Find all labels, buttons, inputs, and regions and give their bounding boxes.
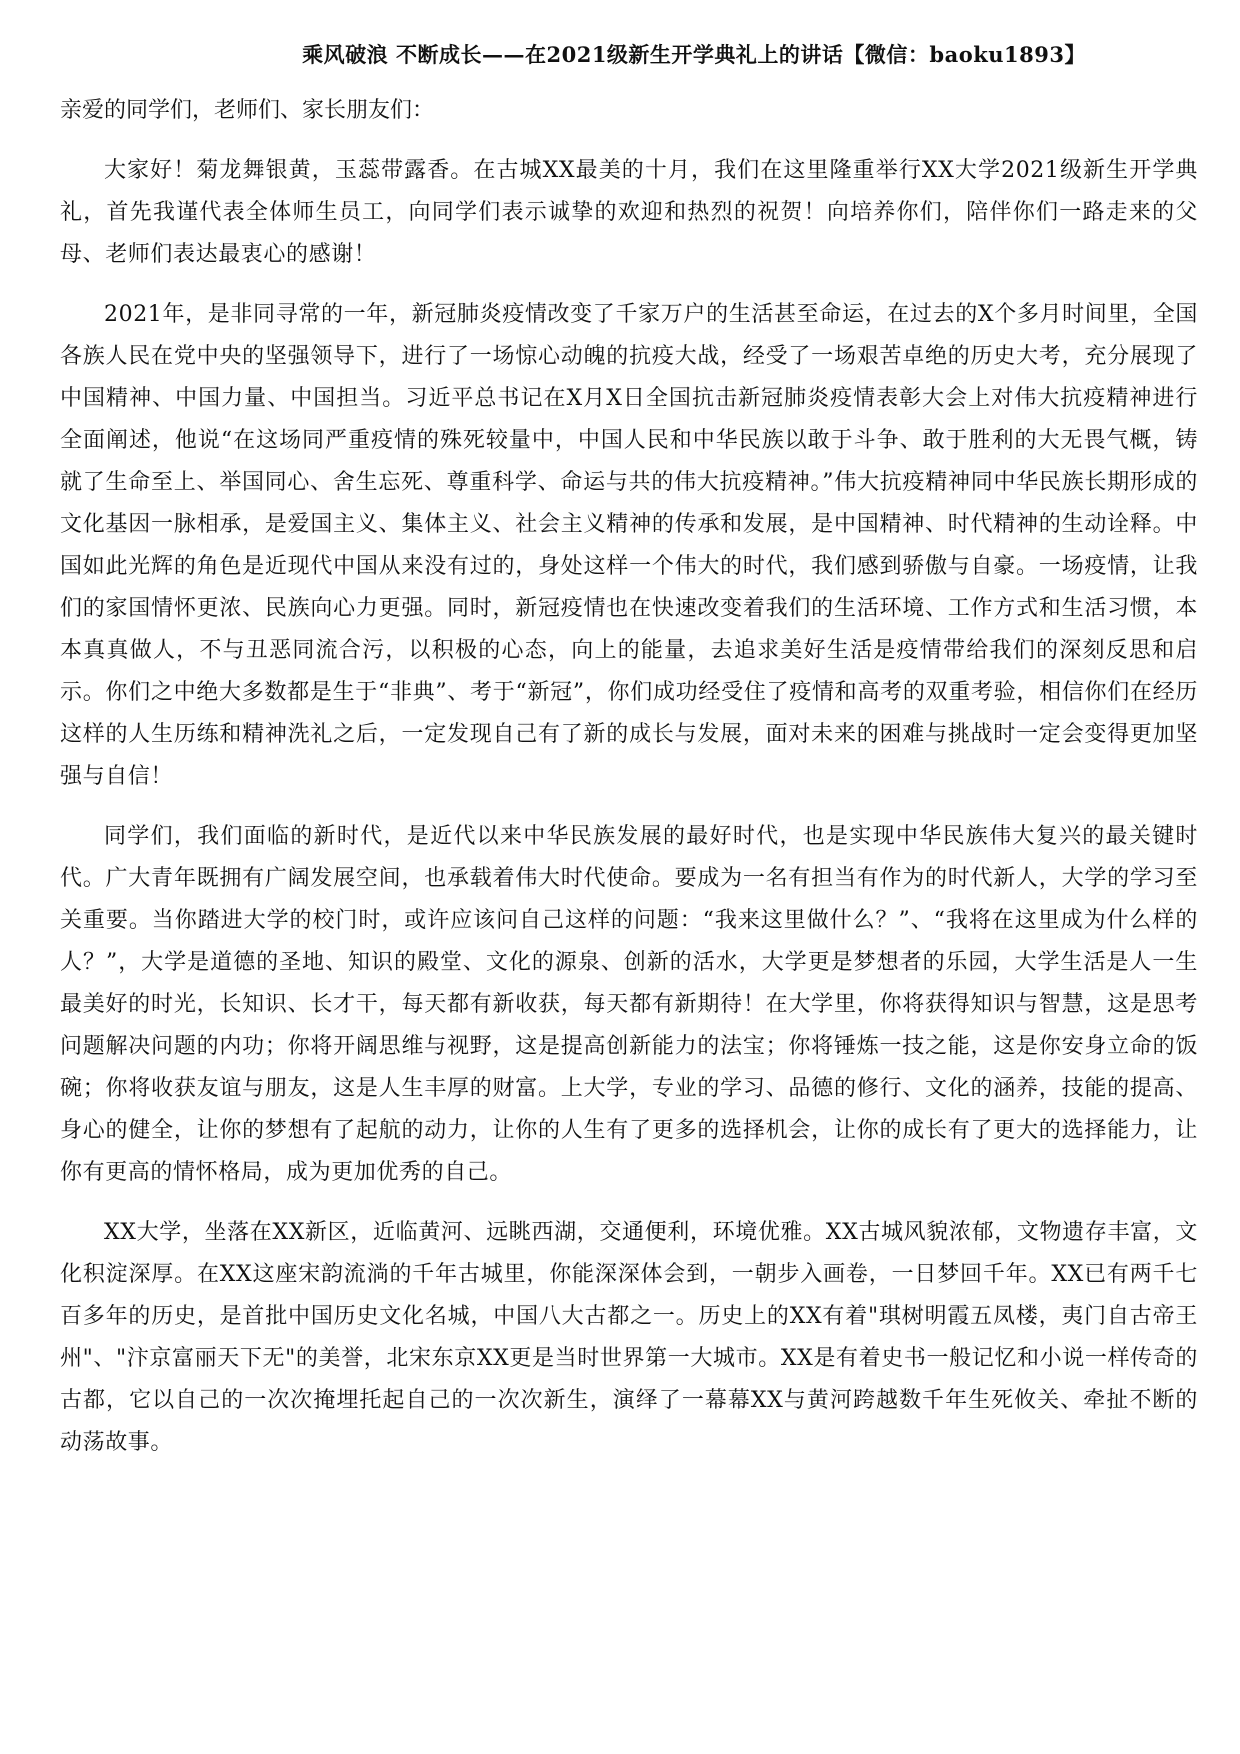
paragraph-new-era: 同学们，我们面临的新时代，是近代以来中华民族发展的最好时代，也是实现中华民族伟大复兴的最关键时代。广大青年既拥有广阔发展空间，也承载着伟大时代使命。要成为一名有担当有作为的时代新人，大学的学习至关重要。当你踏进大学的校门时，或许应该问自己这样的问题：“我来这里做什么？”、“我将在这里成为什么样的人？”，大学是道德的圣地、知识的殿堂、文化的源泉、创新的活水，大学更是梦想者的乐园，大学生活是人一生最美好的时光，长知识、长才干，每天都有新收获，每天都有新期待！在大学里，你将获得知识与智慧，这是思考问题解决问题的内功；你将开阔思维与视野，这是提高创新能力的法宝；你将锤炼一技之能，这是你安身立命的饭碗；你将收获友谊与朋友，这是人生丰厚的财富。上大学，专业的学习、品德的修行、文化的涵养，技能的提高、身心的健全，让你的梦想有了起航的动力，让你的人生有了更多的选择机会，让你的成长有了更大的选择能力，让你有更高的情怀格局，成为更加优秀的自己。 — [60, 824, 1198, 1185]
paragraph-pandemic: 2021年，是非同寻常的一年，新冠肺炎疫情改变了千家万户的生活甚至命运，在过去的X个多月时间里，全国各族人民在党中央的坚强领导下，进行了一场惊心动魄的抗疫大战，经受了一场艰苦卓绝的历史大考，充分展现了中国精神、中国力量、中国担当。习近平总书记在X月X日全国抗击新冠肺炎疫情表彰大会上对伟大抗疫精神进行全面阐述，他说“在这场同严重疫情的殊死较量中，中国人民和中华民族以敢于斗争、敢于胜利的大无畏气概，铸就了生命至上、举国同心、舍生忘死、尊重科学、命运与共的伟大抗疫精神。”伟大抗疫精神同中华民族长期形成的文化基因一脉相承，是爱国主义、集体主义、社会主义精神的传承和发展，是中国精神、时代精神的生动诠释。中国如此光辉的角色是近现代中国从来没有过的，身处这样一个伟大的时代，我们感到骄傲与自豪。一场疫情，让我们的家国情怀更浓、民族向心力更强。同时，新冠疫情也在快速改变着我们的生活环境、工作方式和生活习惯，本本真真做人，不与丑恶同流合污，以积极的心态，向上的能量，去追求美好生活是疫情带给我们的深刻反思和启示。你们之中绝大多数都是生于“非典”、考于“新冠”，你们成功经受住了疫情和高考的双重考验，相信你们在经历这样的人生历练和精神洗礼之后，一定发现自己有了新的成长与发展，面对未来的困难与挑战时一定会变得更加坚强与自信！ — [60, 302, 1198, 789]
paragraph-greeting: 大家好！菊龙舞银黄，玉蕊带露香。在古城XX最美的十月，我们在这里隆重举行XX大学2021级新生开学典礼，首先我谨代表全体师生员工，向同学们表示诚挚的欢迎和热烈的祝贺！向培养你们，陪伴你们一路走来的父母、老师们表达最衷心的感谢！ — [60, 158, 1198, 267]
document-title: 乘风破浪 不断成长——在2021级新生开学典礼上的讲话【微信：baoku1893】 — [302, 42, 1086, 67]
paragraph-university-city: XX大学，坐落在XX新区，近临黄河、远眺西湖，交通便利，环境优雅。XX古城风貌浓郁，文物遗存丰富，文化积淀深厚。在XX这座宋韵流淌的千年古城里，你能深深体会到，一朝步入画卷，一日梦回千年。XX已有两千七百多年的历史，是首批中国历史文化名城，中国八大古都之一。历史上的XX有着"琪树明霞五凤楼，夷门自古帝王州"、"汴京富丽天下无"的美誉，北宋东京XX更是当时世界第一大城市。XX是有着史书一般记忆和小说一样传奇的古都，它以自己的一次次掩埋托起自己的一次次新生，演绎了一幕幕XX与黄河跨越数千年生死攸关、牵扯不断的动荡故事。 — [60, 1220, 1198, 1455]
salutation: 亲爱的同学们，老师们、家长朋友们： — [60, 98, 435, 123]
